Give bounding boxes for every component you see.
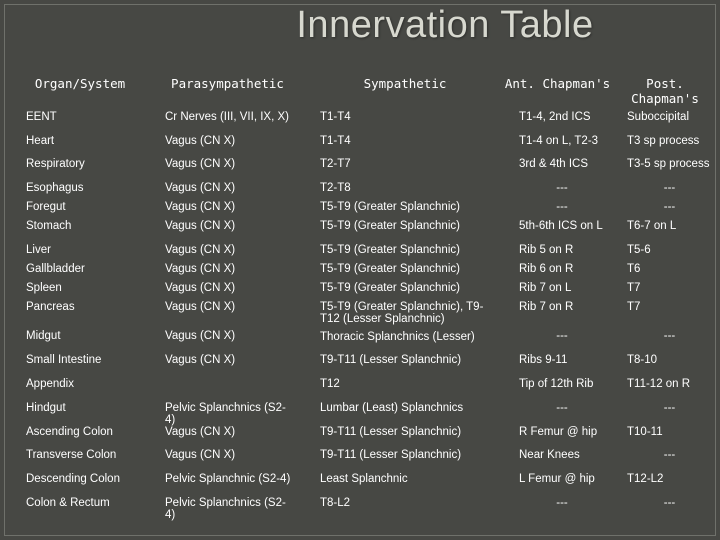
sympathetic-cell: T9-T11 (Lesser Splanchnic)	[320, 354, 462, 366]
sympathetic-cell: T2-T8	[320, 182, 351, 194]
parasympathetic-cell: Pelvic Splanchnics (S2-4)	[165, 402, 286, 426]
organ-cell: Transverse Colon	[26, 449, 117, 461]
parasympathetic-cell: Vagus (CN X)	[165, 158, 236, 170]
post-chapmans-cell: ---	[663, 402, 676, 414]
parasympathetic-cell: Vagus (CN X)	[165, 182, 236, 194]
post-chapmans-cell: ---	[663, 201, 676, 213]
post-chapmans-cell: Suboccipital	[627, 111, 690, 123]
organ-cell: Spleen	[26, 282, 62, 294]
organ-cell: Colon & Rectum	[26, 497, 110, 509]
sympathetic-cell: T9-T11 (Lesser Splanchnic)	[320, 449, 462, 461]
post-chapmans-cell: T6	[627, 263, 641, 275]
ant-chapmans-cell: ---	[556, 497, 568, 509]
sympathetic-cell: Thoracic Splanchnics (Lesser)	[320, 331, 475, 343]
organ-cell: Hindgut	[26, 402, 66, 414]
header-parasympathetic: Parasympathetic	[171, 76, 284, 91]
post-chapmans-cell: T7	[627, 282, 641, 294]
post-chapmans-cell: ---	[663, 330, 676, 342]
sympathetic-cell: T5-T9 (Greater Splanchnic)	[320, 244, 460, 256]
parasympathetic-cell: Vagus (CN X)	[165, 201, 236, 213]
ant-chapmans-cell: T1-4, 2nd ICS	[519, 111, 591, 123]
organ-cell: Stomach	[26, 220, 72, 232]
post-chapmans-cell: ---	[663, 182, 676, 194]
sympathetic-cell: T8-L2	[320, 497, 351, 509]
post-chapmans-cell: T5-6	[627, 244, 651, 256]
header-organ-system: Organ/System	[34, 76, 126, 91]
ant-chapmans-cell: L Femur @ hip	[519, 473, 595, 485]
sympathetic-cell: T5-T9 (Greater Splanchnic)	[320, 201, 460, 213]
parasympathetic-cell: Vagus (CN X)	[165, 220, 236, 232]
ant-chapmans-cell: ---	[556, 402, 568, 414]
parasympathetic-cell: Vagus (CN X)	[165, 449, 236, 461]
ant-chapmans-cell: Tip of 12th Rib	[519, 378, 594, 390]
post-chapmans-cell: T8-10	[627, 354, 658, 366]
ant-chapmans-cell: Rib 7 on R	[519, 301, 574, 313]
organ-cell: Respiratory	[26, 158, 85, 170]
organ-cell: Midgut	[26, 330, 61, 342]
ant-chapmans-cell: ---	[556, 182, 568, 194]
post-chapmans-cell: ---	[663, 449, 676, 461]
parasympathetic-cell: Pelvic Splanchnics (S2-4)	[165, 497, 286, 521]
organ-cell: Gallbladder	[26, 263, 85, 275]
header-ant-chapmans: Ant. Chapman's	[504, 76, 611, 91]
sympathetic-cell: T1-T4	[320, 135, 351, 147]
sympathetic-cell: T2-T7	[320, 158, 351, 170]
organ-cell: Descending Colon	[26, 473, 120, 485]
sympathetic-cell: T5-T9 (Greater Splanchnic)	[320, 263, 460, 275]
post-chapmans-cell: T10-11	[627, 426, 663, 438]
ant-chapmans-cell: Ribs 9-11	[519, 354, 568, 366]
ant-chapmans-cell: Rib 5 on R	[519, 244, 574, 256]
ant-chapmans-cell: ---	[556, 330, 568, 342]
ant-chapmans-cell: 5th-6th ICS on L	[519, 220, 603, 232]
ant-chapmans-cell: Rib 6 on R	[519, 263, 574, 275]
organ-cell: Small Intestine	[26, 354, 102, 366]
organ-cell: Heart	[26, 135, 55, 147]
organ-cell: Ascending Colon	[26, 426, 113, 438]
parasympathetic-cell: Vagus (CN X)	[165, 330, 236, 342]
parasympathetic-cell: Vagus (CN X)	[165, 263, 236, 275]
header-sympathetic: Sympathetic	[363, 76, 447, 91]
post-chapmans-cell: T11-12 on R	[627, 378, 691, 390]
sympathetic-cell: T9-T11 (Lesser Splanchnic)	[320, 426, 462, 438]
slide-title: Innervation Table	[296, 4, 594, 46]
sympathetic-cell: Least Splanchnic	[320, 473, 408, 485]
sympathetic-cell: T5-T9 (Greater Splanchnic)	[320, 282, 460, 294]
sympathetic-cell: T5-T9 (Greater Splanchnic)	[320, 220, 460, 232]
parasympathetic-cell: Vagus (CN X)	[165, 354, 236, 366]
organ-cell: Pancreas	[26, 301, 75, 313]
parasympathetic-cell: Vagus (CN X)	[165, 135, 236, 147]
parasympathetic-cell: Vagus (CN X)	[165, 282, 236, 294]
post-chapmans-cell: T12-L2	[627, 473, 664, 485]
post-chapmans-cell: T3-5 sp process	[627, 158, 710, 170]
parasympathetic-cell: Vagus (CN X)	[165, 301, 236, 313]
ant-chapmans-cell: 3rd & 4th ICS	[519, 158, 589, 170]
parasympathetic-cell: Cr Nerves (III, VII, IX, X)	[165, 111, 289, 123]
post-chapmans-cell: ---	[663, 497, 676, 509]
organ-cell: Esophagus	[26, 182, 84, 194]
sympathetic-cell: T1-T4	[320, 111, 351, 123]
organ-cell: Appendix	[26, 378, 74, 390]
ant-chapmans-cell: Rib 7 on L	[519, 282, 572, 294]
ant-chapmans-cell: R Femur @ hip	[519, 426, 598, 438]
post-chapmans-cell: T6-7 on L	[627, 220, 677, 232]
organ-cell: Liver	[26, 244, 51, 256]
ant-chapmans-cell: T1-4 on L, T2-3	[519, 135, 599, 147]
post-chapmans-cell: T7	[627, 301, 641, 313]
ant-chapmans-cell: ---	[556, 201, 568, 213]
header-post-chapmans: Post. Chapman's	[631, 76, 699, 106]
sympathetic-cell: Lumbar (Least) Splanchnics	[320, 402, 464, 414]
ant-chapmans-cell: Near Knees	[519, 449, 580, 461]
sympathetic-cell: T5-T9 (Greater Splanchnic), T9-T12 (Lesser Splanchnic)	[320, 301, 484, 325]
post-chapmans-cell: T3 sp process	[627, 135, 700, 147]
parasympathetic-cell: Vagus (CN X)	[165, 426, 236, 438]
parasympathetic-cell: Pelvic Splanchnic (S2-4)	[165, 473, 291, 485]
parasympathetic-cell: Vagus (CN X)	[165, 244, 236, 256]
sympathetic-cell: T12	[320, 378, 340, 390]
organ-cell: Foregut	[26, 201, 66, 213]
organ-cell: EENT	[26, 111, 57, 123]
